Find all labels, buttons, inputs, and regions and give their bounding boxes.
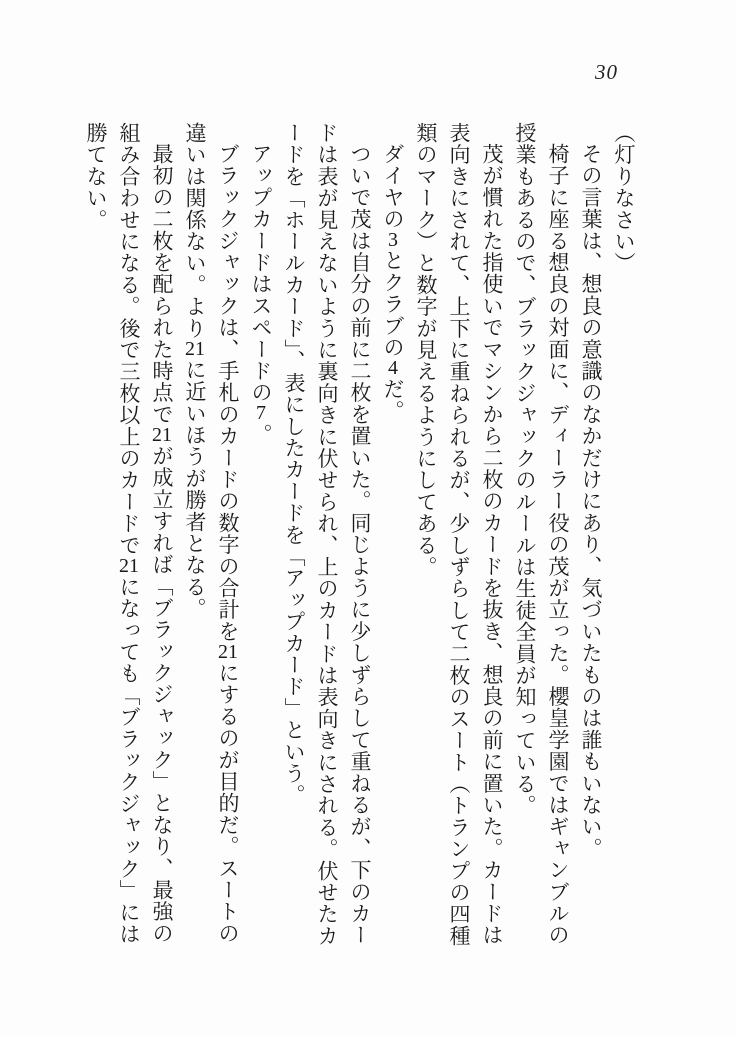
text-line: 類のマーク）と数字が見えるようにしてある。 bbox=[414, 122, 438, 578]
text-line: ドは表が見えないように裏向きに伏せられ、上のカードは表向きにされる。伏せたカ bbox=[315, 122, 339, 947]
text-line: その言葉は、想良の意識のなかだけにあり、気づいたものは誰もいない。 bbox=[579, 143, 603, 860]
text-line: ブラックジャックは、手札のカードの数字の合計を21にするのが目的だ。スートの bbox=[216, 143, 240, 945]
tatechuyoko-number: 3 bbox=[388, 229, 398, 250]
tatechuyoko-number: 21 bbox=[119, 556, 139, 576]
text-line: 授業もあるので、ブラックジャックのルールは生徒全員が知っている。 bbox=[513, 122, 537, 817]
vertical-text-block bbox=[79, 122, 640, 956]
page-number: 30 bbox=[595, 60, 618, 84]
text-line: 違いは関係ない。より21に近いほうが勝者となる。 bbox=[183, 122, 207, 620]
text-line: 表向きにされて、上下に重ねられるが、少しずらして二枚のスート（トランプの四種 bbox=[447, 122, 471, 947]
text-line: ードを「ホールカード」、表にしたカードを「アップカード」という。 bbox=[282, 122, 306, 806]
text-line: 勝てない。 bbox=[84, 122, 108, 231]
text-line: 最初の二枚を配られた時点で21が成立すれば「ブラックジャック」となり、最強の bbox=[150, 143, 174, 945]
text-line: ダイヤの3とクラブの4だ。 bbox=[381, 143, 405, 422]
tatechuyoko-number: 21 bbox=[152, 425, 172, 446]
tatechuyoko-number: 21 bbox=[218, 642, 238, 663]
text-line: 椅子に座る想良の対面に、ディーラー役の茂が立った。櫻皇学園ではギャンブルの bbox=[546, 143, 570, 946]
text-line: 茂が慣れた指使いでマシンから二枚のカードを抜き、想良の前に置いた。カードは bbox=[480, 143, 504, 946]
text-line: アップカードはスペードの7。 bbox=[249, 143, 273, 446]
text-line: （灯りなさい） bbox=[612, 122, 636, 274]
text-line: ついで茂は自分の前に二枚を置いた。同じように少しずらして重ねるが、下のカー bbox=[348, 143, 372, 946]
tatechuyoko-number: 7 bbox=[256, 403, 266, 424]
tatechuyoko-number: 4 bbox=[388, 358, 398, 379]
tatechuyoko-number: 21 bbox=[185, 339, 205, 359]
text-line: 組み合わせになる。後で三枚以上のカードで21になっても「ブラックジャック」には bbox=[117, 122, 141, 945]
